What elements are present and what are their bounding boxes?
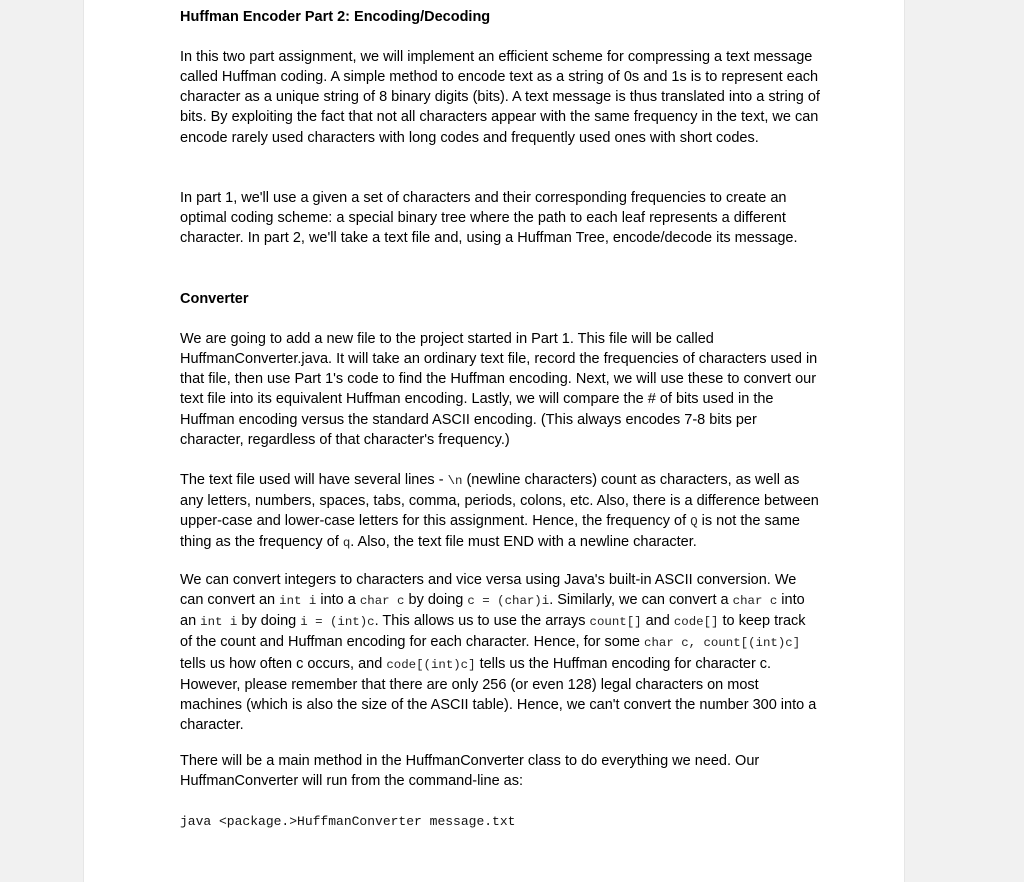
inline-code: char c bbox=[359, 594, 405, 609]
inline-code: q bbox=[342, 536, 351, 551]
inline-code: \n bbox=[447, 474, 463, 488]
converter-paragraph-3 bbox=[180, 570, 820, 735]
text-run: tells us how often c occurs, and bbox=[180, 655, 387, 672]
inline-code: code[] bbox=[673, 615, 719, 630]
converter-heading: Converter bbox=[180, 291, 249, 307]
text-run: The text file used will have several lines - bbox=[180, 472, 448, 488]
document-title: Huffman Encoder Part 2: Encoding/Decoding bbox=[180, 9, 491, 25]
text-run: We can convert integers to characters and vice versa using Java's built-in ASCII conversion. We can convert an bbox=[180, 572, 797, 609]
text-run: to keep track of the count and Huffman encoding for each character. Hence, for some bbox=[180, 613, 806, 651]
document-page bbox=[84, 0, 904, 882]
inline-code: char c, count[(int)c] bbox=[644, 636, 801, 651]
text-run: tells us the Huffman encoding for character c. However, please remember that there are only 256 (or even 128) legal characters on most machines (which is also the size of the ASCII table). Hence, we can't convert the number 300 into a character. bbox=[180, 655, 817, 734]
text-run: is not the same thing as the frequency of bbox=[180, 513, 800, 551]
text-run: (newline characters) count as characters, as well as any letters, numbers, spaces, tabs, comma, periods, colons, etc. Also, there is a difference between upper-case and lower-case letters for this assignment. Hence, the frequency of bbox=[180, 472, 819, 530]
converter-paragraph-2 bbox=[180, 470, 820, 554]
inline-code: count[] bbox=[589, 615, 642, 630]
inline-code: i = (int)c bbox=[300, 615, 375, 630]
inline-code: char c bbox=[732, 594, 778, 609]
text-run: and bbox=[641, 613, 674, 630]
inline-code: Q bbox=[690, 515, 698, 530]
inline-code: code[(int)c] bbox=[386, 657, 476, 672]
intro-paragraph-1: In this two part assignment, we will implement an efficient scheme for compressing a text message called Huffman coding. A simple method to encode text as a string of 0s and 1s is to represent each character as a unique string of 8 binary digits (bits). A text message is thus translated into a string of bits. By exploiting the fact that not all characters appear with the same frequency in the text, we can encode rarely used characters with long codes and frequently used ones with short codes. bbox=[180, 49, 820, 146]
inline-code: int i bbox=[279, 594, 317, 609]
intro-paragraph-2: In part 1, we'll use a given a set of characters and their corresponding frequencies to create an optimal coding scheme: a special binary tree where the path to each leaf represents a different character. In part 2, we'll take a text file and, using a Huffman Tree, encode/decode its message. bbox=[180, 190, 798, 247]
converter-paragraph-1: We are going to add a new file to the project started in Part 1. This file will be called HuffmanConverter.java. It will take an ordinary text file, record the frequencies of characters used in that file, then use Part 1's code to find the Huffman encoding. Next, we will use these to convert our text file into its equivalent Huffman encoding. Lastly, we will compare the # of bits used in the Huffman encoding versus the standard ASCII encoding. (This always encodes 7-8 bits per character, regardless of that character's frequency.) bbox=[180, 331, 818, 448]
text-run: into a bbox=[316, 592, 360, 609]
inline-code: c = (char)i bbox=[467, 594, 550, 609]
command-line-example: java <package.>HuffmanConverter message.txt bbox=[180, 814, 516, 829]
text-run: . Similarly, we can convert a bbox=[549, 592, 733, 609]
text-run: . Also, the text file must END with a newline character. bbox=[350, 534, 697, 551]
converter-paragraph-4: There will be a main method in the HuffmanConverter class to do everything we need. Our HuffmanConverter will run from the command-line as: bbox=[180, 753, 760, 790]
text-run: by doing bbox=[404, 592, 468, 609]
inline-code: int i bbox=[200, 615, 238, 630]
text-run: into an bbox=[180, 592, 805, 630]
text-run: by doing bbox=[237, 613, 301, 630]
text-run: . This allows us to use the arrays bbox=[374, 613, 590, 630]
